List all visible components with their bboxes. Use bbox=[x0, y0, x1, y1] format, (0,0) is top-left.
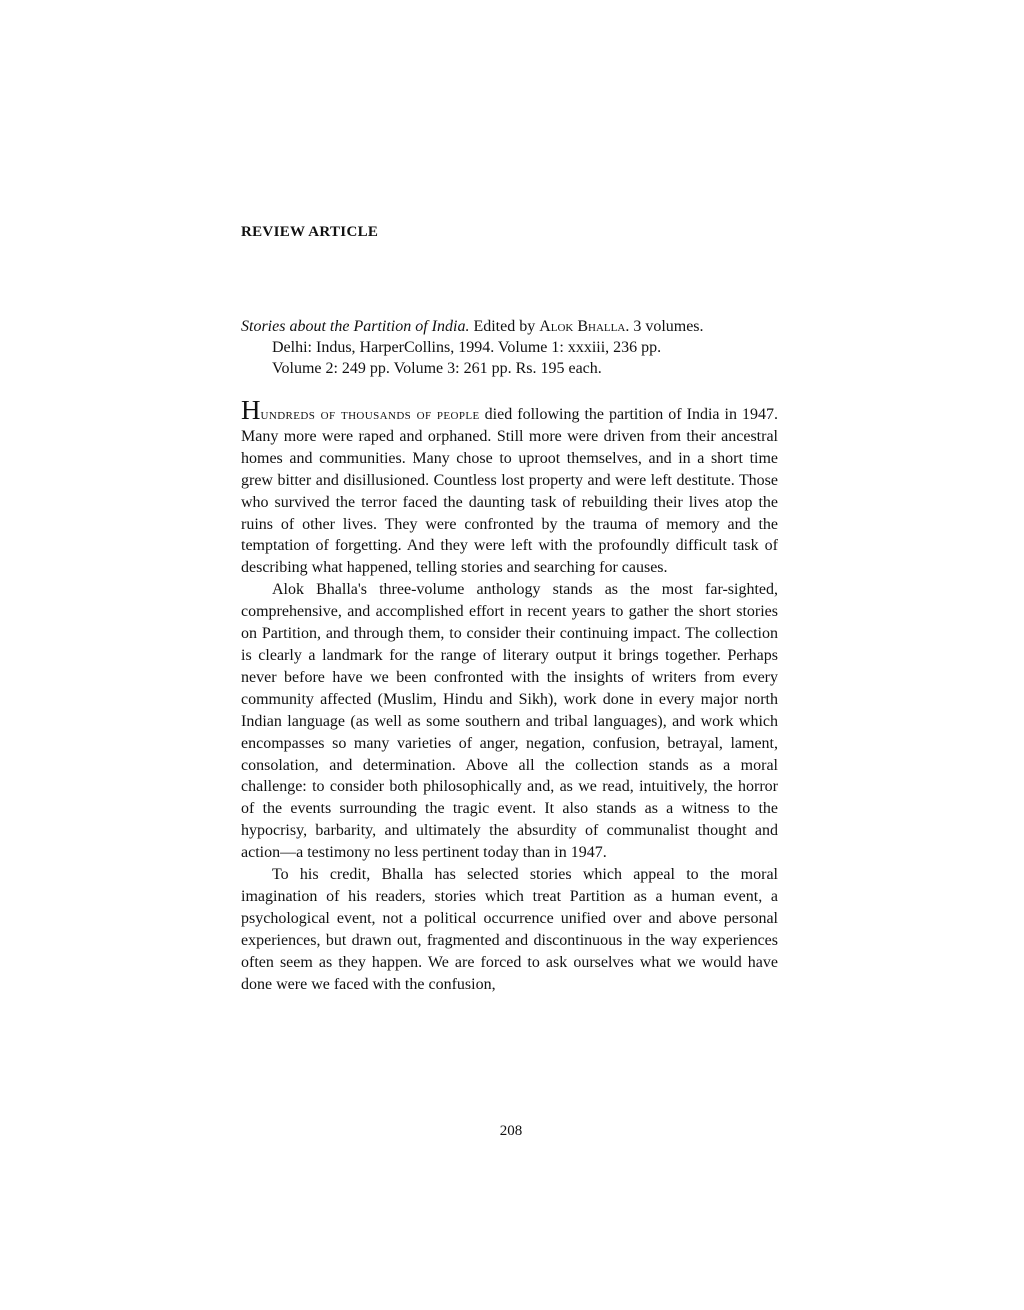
editor-name: Alok Bhalla bbox=[539, 318, 626, 335]
page-number: 208 bbox=[499, 1123, 523, 1139]
paragraph-1-text: died following the partition of India in 1947. Many more were raped and orphaned. Still more were driven from their ancestral homes and communities. Many chose to uproot themselves, and in a short time grew bitter and disillusioned. Countless lost property and were left destitute. Those who survived the terror faced the daunting task of rebuilding their lives atop the ruins of other lives. They were confronted by the trauma of memory and the temptation of forgetting. And they were left with the profoundly difficult task of describing what happened, telling stories and searching for causes. bbox=[241, 406, 779, 577]
edited-by-text: Edited by bbox=[469, 318, 540, 335]
book-citation bbox=[241, 316, 778, 379]
article-body bbox=[241, 395, 779, 995]
section-title: REVIEW ARTICLE bbox=[241, 224, 379, 240]
citation-line-3: Volume 2: 249 pp. Volume 3: 261 pp. Rs. 195 each. bbox=[272, 360, 602, 377]
paragraph-3: To his credit, Bhalla has selected stories which appeal to the moral imagination of his readers, stories which treat Partition as a human event, a psychological event, not a political occurrence unified over and above personal experiences, but drawn out, fragmented and discontinuous in the way experiences often seem as they happen. We are forced to ask ourselves what we would have done were we faced with the confusion, bbox=[241, 866, 778, 993]
book-title: Stories about the Partition of India. bbox=[241, 318, 470, 335]
citation-volumes: . 3 volumes. bbox=[625, 318, 704, 335]
citation-line-2: Delhi: Indus, HarperCollins, 1994. Volume 1: xxxiii, 236 pp. bbox=[272, 339, 662, 356]
drop-cap: H bbox=[241, 395, 261, 425]
paragraph-1 bbox=[241, 395, 779, 579]
lead-in-smallcaps: undreds of thousands of people bbox=[260, 406, 480, 423]
paragraph-2: Alok Bhalla's three-volume anthology stands as the most far-sighted, comprehensive, and accomplished effort in recent years to gather the short stories on Partition, and through them, to consider their continuing impact. The collection is clearly a landmark for the range of literary output it brings together. Perhaps never before have we been confronted with the insights of writers from every community affected (Muslim, Hindu and Sikh), work done in every major north Indian language (as well as some southern and tribal languages), and work which encompasses so many varieties of anger, negation, confusion, betrayal, lament, consolation, and determination. Above all the collection stands as a moral challenge: to consider both philosophically and, as we read, intuitively, the horror of the events surrounding the tragic event. It also stands as a witness to the hypocrisy, barbarity, and ultimately the absurdity of communalist thought and action—a testimony no less pertinent today than in 1947. bbox=[241, 581, 778, 862]
citation-line-1 bbox=[241, 316, 778, 337]
